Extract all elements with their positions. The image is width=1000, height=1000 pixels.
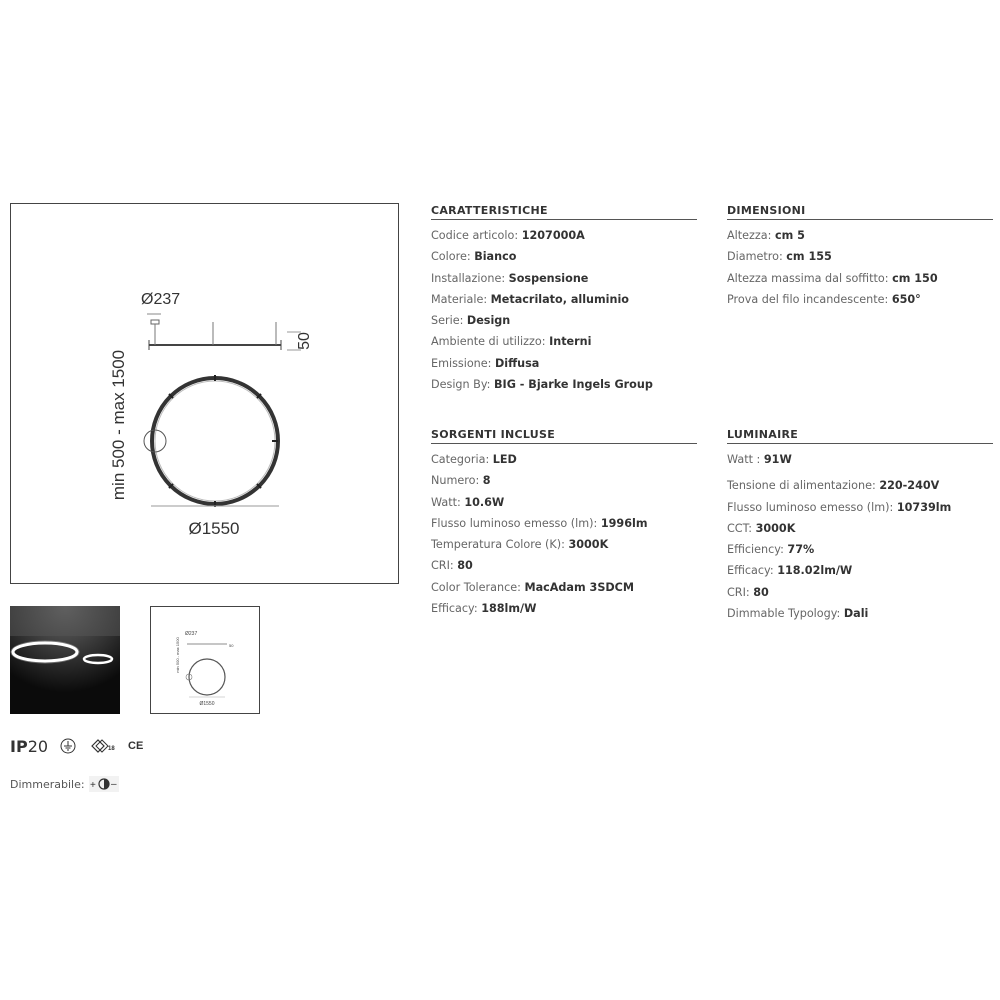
svg-text:18: 18: [108, 746, 115, 752]
section-title: LUMINAIRE: [727, 428, 993, 444]
spec-row: Altezza: cm 5: [727, 229, 805, 242]
spec-row: Tensione di alimentazione: 220-240V: [727, 479, 940, 493]
thumb-height-range-label: min 500 - max 1500: [175, 637, 180, 673]
svg-text:+: +: [89, 780, 96, 791]
spec-row: Watt: 10.6W: [431, 495, 505, 509]
spec-row: CCT: 3000K: [727, 521, 796, 535]
technical-drawing-svg: [11, 204, 400, 585]
thumb-ring: [189, 659, 225, 695]
spec-row: Prova del filo incandescente: 650°: [727, 292, 921, 306]
top-diameter-label: Ø237: [141, 291, 181, 308]
ip-rating: IP20: [10, 736, 49, 756]
spec-list: [727, 225, 993, 310]
spec-row: CRI: 80: [727, 585, 769, 599]
ring-diameter-label: Ø1550: [188, 519, 240, 538]
section-title: CARATTERISTICHE: [431, 204, 697, 220]
spec-row: Efficacy: 188lm/W: [431, 602, 537, 616]
svg-text:–: –: [110, 779, 117, 790]
spec-row: Codice articolo: 1207000A: [431, 229, 585, 242]
spec-row: Diametro: cm 155: [727, 250, 832, 264]
spec-row: Colore: Bianco: [431, 250, 517, 264]
spec-row: Efficacy: 118.02lm/W: [727, 564, 853, 578]
spec-row: Serie: Design: [431, 314, 511, 328]
dimmable-row: [10, 776, 119, 792]
dimensioni-section: [727, 204, 993, 310]
spec-row: Installazione: Sospensione: [431, 271, 589, 285]
enec-mark-icon: [88, 738, 116, 754]
spec-row: CRI: 80: [431, 559, 473, 573]
thickness-label: 50: [296, 332, 313, 350]
spec-row: Temperatura Colore (K): 3000K: [431, 538, 609, 552]
drawing-thumbnail[interactable]: [150, 606, 260, 714]
spec-row: Emissione: Diffusa: [431, 356, 540, 370]
caratteristiche-section: [431, 204, 697, 395]
spec-list: [431, 225, 697, 395]
thumb-ring-diameter-label: Ø1550: [199, 701, 215, 707]
spec-row: Categoria: LED: [431, 453, 517, 466]
ground-icon: [60, 738, 76, 754]
section-title: SORGENTI INCLUSE: [431, 428, 697, 444]
spec-row: Altezza massima dal soffitto: cm 150: [727, 271, 938, 285]
certification-row: [10, 736, 143, 756]
dimmable-label: Dimmerabile:: [10, 777, 85, 791]
dimmer-icon: [89, 776, 119, 792]
spec-list: [431, 449, 697, 619]
sorgenti-section: [431, 428, 697, 619]
product-photo-thumbnail[interactable]: [10, 606, 120, 714]
thumb-thickness-label: 50: [229, 643, 234, 648]
luminaire-section: [727, 428, 993, 624]
spec-row: Design By: BIG - Bjarke Ingels Group: [431, 378, 653, 392]
spec-row: Materiale: Metacrilato, alluminio: [431, 292, 629, 306]
spec-row: Flusso luminoso emesso (lm): 1996lm: [431, 516, 648, 530]
spec-row: Watt : 91W: [727, 453, 792, 466]
thumb-top-diameter-label: Ø237: [185, 631, 198, 637]
spec-row: Numero: 8: [431, 474, 491, 488]
spec-list: [727, 449, 993, 624]
spec-row: Color Tolerance: MacAdam 3SDCM: [431, 580, 635, 594]
product-photo: [10, 606, 120, 714]
ce-mark-icon: CE: [128, 740, 144, 752]
spec-row: Ambiente di utilizzo: Interni: [431, 335, 592, 349]
spec-row: Dimmable Typology: Dali: [727, 607, 869, 621]
spec-row: Flusso luminoso emesso (lm): 10739lm: [727, 500, 952, 514]
section-title: DIMENSIONI: [727, 204, 993, 220]
canopy: [151, 320, 159, 324]
drawing-thumbnail-svg: [151, 607, 259, 713]
technical-drawing: [10, 203, 399, 584]
height-range-label: min 500 - max 1500: [109, 349, 128, 501]
spec-row: Efficiency: 77%: [727, 543, 815, 557]
